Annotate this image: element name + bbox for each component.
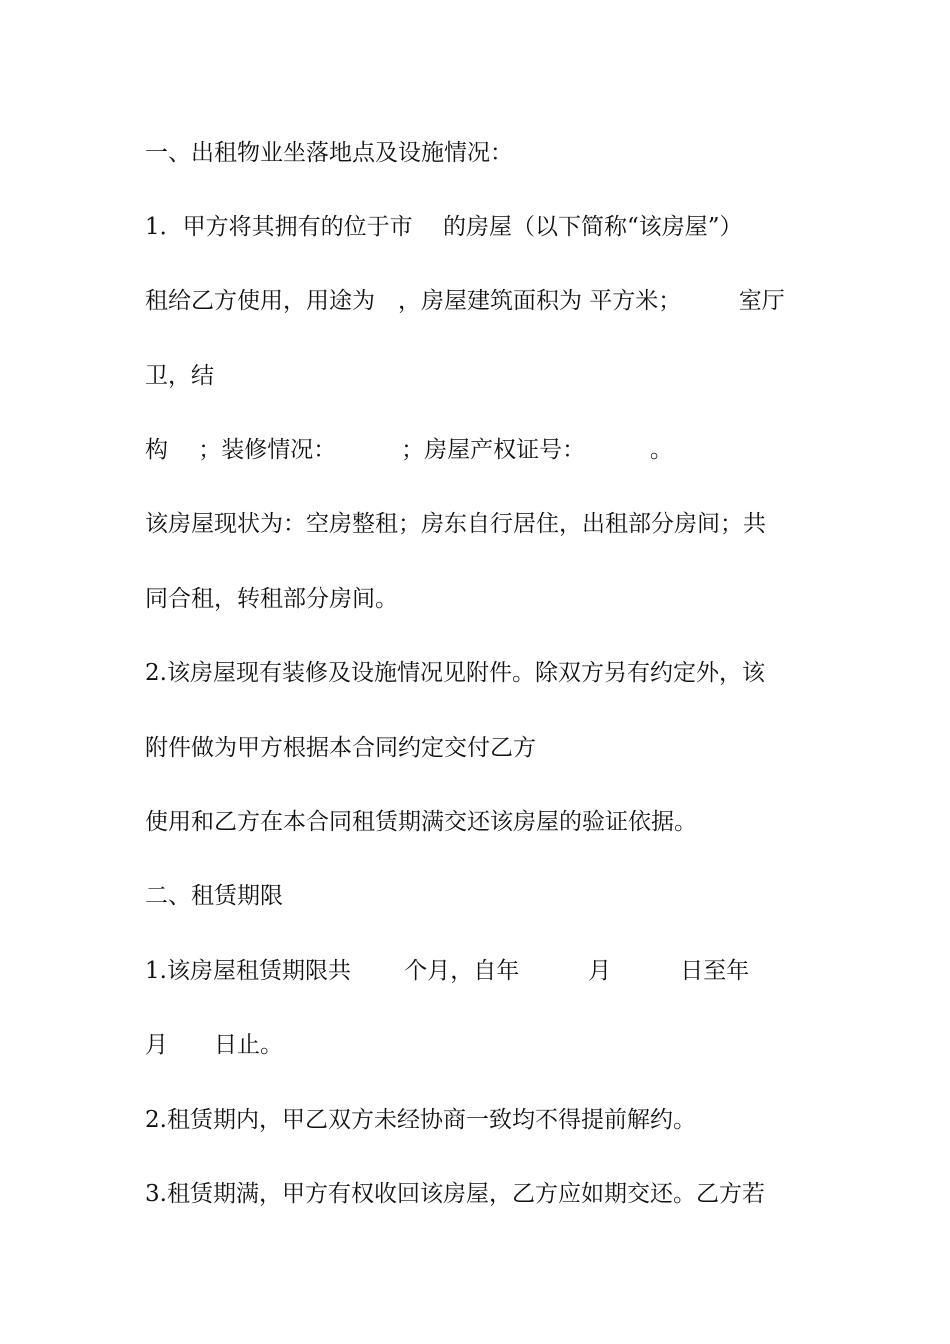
- paragraph-line: 使用和乙方在本合同租赁期满交还该房屋的验证依据。: [145, 809, 697, 835]
- section-heading-lease-term: 二、租赁期限: [145, 883, 283, 909]
- paragraph-line: 租给乙方使用，用途为 ，房屋建筑面积为 平方米； 室厅: [145, 288, 785, 314]
- paragraph-line: 3.租赁期满，甲方有权收回该房屋，乙方应如期交还。乙方若: [145, 1181, 765, 1207]
- paragraph-line: 附件做为甲方根据本合同约定交付乙方: [145, 735, 536, 761]
- paragraph-line: 同合租，转租部分房间。: [145, 586, 398, 612]
- paragraph-line: 该房屋现状为：空房整租；房东自行居住，出租部分房间；共: [145, 511, 766, 537]
- paragraph-line: 2.租赁期内，甲乙双方未经协商一致均不得提前解约。: [145, 1107, 696, 1133]
- paragraph-line: 构 ；装修情况： ；房屋产权证号： 。: [145, 437, 673, 463]
- paragraph-line: 1.该房屋租赁期限共 个月，自年 月 日至年: [145, 958, 750, 984]
- paragraph-line: 月 日止。: [145, 1032, 283, 1058]
- paragraph-line: 2.该房屋现有装修及设施情况见附件。除双方另有约定外，该: [145, 660, 765, 686]
- section-heading-property-location: 一、出租物业坐落地点及设施情况：: [145, 140, 513, 166]
- paragraph-line: 1．甲方将其拥有的位于市 的房屋（以下简称“该房屋”）: [145, 214, 743, 240]
- paragraph-line: 卫，结: [145, 363, 214, 389]
